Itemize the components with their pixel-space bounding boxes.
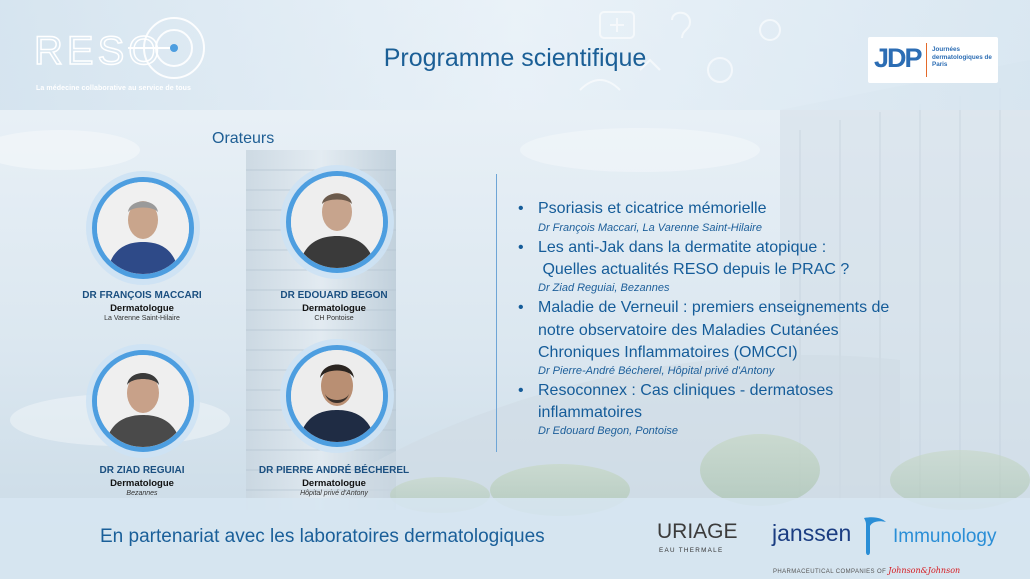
- program-item: [518, 237, 988, 296]
- program-item-title-line: notre observatoire des Maladies Cutanées: [538, 321, 839, 339]
- jdp-logo-divider: [926, 43, 927, 77]
- speaker-photo-maccari: [92, 177, 194, 279]
- speaker-location-maccari: La Varenne Saint-Hilaire: [104, 315, 180, 322]
- program-item-title: • Les anti-Jak dans la dermatite atopique :: [518, 237, 988, 260]
- speaker-location-reguiai: Bezannes: [126, 490, 158, 497]
- speaker-name-becherel: DR PIERRE ANDRÉ BÉCHEREL: [258, 465, 410, 476]
- portrait-icon: [97, 182, 189, 274]
- jj-brand: Johnson&Johnson: [888, 566, 961, 575]
- program-item: [518, 380, 988, 439]
- vertical-divider: [496, 174, 497, 452]
- page-title: Programme scientifique: [383, 44, 647, 72]
- speaker-name-maccari: DR FRANÇOIS MACCARI: [82, 290, 202, 301]
- uriage-logo: [657, 520, 741, 560]
- uriage-logo-subtitle: EAU THERMALE: [659, 547, 724, 554]
- portrait-icon: [291, 350, 383, 442]
- program-item-title-line: Quelles actualités RESO depuis le PRAC ?: [538, 261, 850, 278]
- program-item-speaker: Dr Pierre-André Bécherel, Hôpital privé d'Antony: [538, 364, 775, 377]
- jdp-logo-text: Journées dermatologiques de Paris: [932, 46, 992, 68]
- speaker-name-reguiai: DR ZIAD REGUIAI: [99, 465, 185, 476]
- program-item-title: • Resoconnex : Cas cliniques - dermatoses: [518, 380, 988, 403]
- uriage-logo-name: URIAGE: [657, 520, 738, 543]
- speakers-title: Orateurs: [212, 130, 275, 147]
- janssen-swoosh-icon: [860, 512, 890, 558]
- speaker-photo-reguiai: [92, 350, 194, 452]
- speaker-role-reguiai: Dermatologue: [110, 478, 174, 489]
- program-item-title: • Maladie de Verneuil : premiers enseignements de: [518, 297, 988, 320]
- portrait-icon: [97, 355, 189, 447]
- jj-tagline-prefix: PHARMACEUTICAL COMPANIES OF: [773, 569, 887, 575]
- speaker-role-becherel: Dermatologue: [302, 478, 366, 489]
- partner-text: En partenariat avec les laboratoires dermatologiques: [100, 526, 545, 547]
- program-item-title-line: inflammatoires: [538, 404, 643, 421]
- portrait-icon: [291, 176, 383, 268]
- program-item: [518, 297, 988, 378]
- program-list: [518, 198, 988, 440]
- speaker-name-begon: DR EDOUARD BEGON: [280, 290, 388, 301]
- program-item-title-line: Chroniques Inflammatoires (OMCCI): [538, 343, 798, 361]
- program-item-speaker: Dr Ziad Reguiai, Bezannes: [538, 282, 670, 294]
- speaker-photo-becherel: [286, 345, 388, 447]
- speaker-location-begon: CH Pontoise: [314, 315, 354, 322]
- jj-tagline: [773, 566, 960, 575]
- speaker-role-begon: Dermatologue: [302, 303, 366, 314]
- immunology-label: Immunology: [893, 526, 997, 547]
- jdp-logo-mark: JDP: [874, 43, 921, 73]
- program-item-title: • Psoriasis et cicatrice mémorielle: [518, 198, 988, 221]
- jdp-logo: [868, 37, 998, 83]
- speaker-role-maccari: Dermatologue: [110, 303, 174, 314]
- program-item-speaker: Dr Edouard Begon, Pontoise: [538, 425, 679, 437]
- reso-tagline: La médecine collaborative au service de tous: [36, 85, 191, 92]
- program-item-speaker: Dr François Maccari, La Varenne Saint-Hilaire: [538, 221, 762, 234]
- speaker-photo-begon: [286, 171, 388, 273]
- janssen-logo-name: janssen: [772, 520, 852, 546]
- program-item: [518, 198, 988, 235]
- reso-logo-text: RESO: [34, 29, 164, 73]
- speaker-location-becherel: Hôpital privé d'Antony: [300, 490, 368, 497]
